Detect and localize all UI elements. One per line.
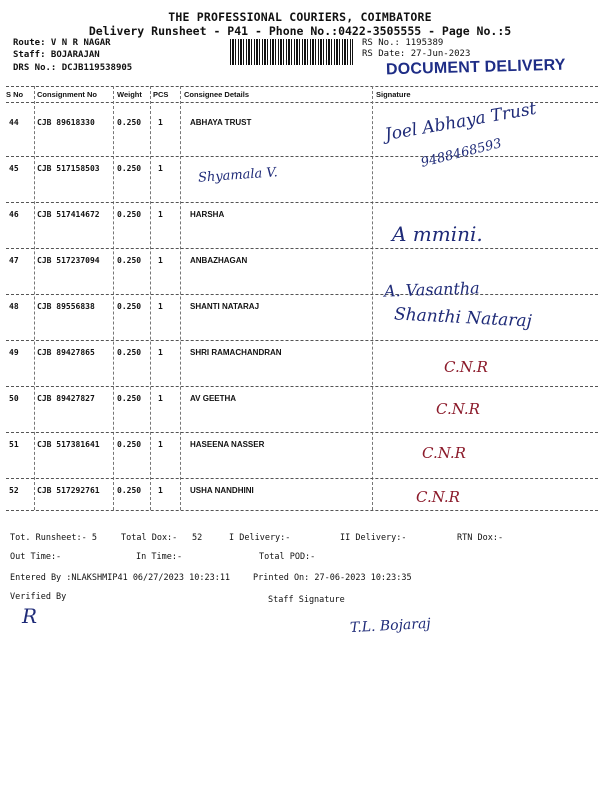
weight-cell: 0.250 — [117, 348, 142, 357]
signature-row-46: A mmini. — [392, 222, 483, 246]
cnr-mark-52: C.N.R — [416, 488, 460, 506]
weight-cell: 0.250 — [117, 394, 142, 403]
handwritten-name-45: Shyamala V. — [197, 165, 279, 186]
sno-cell: 49 — [9, 348, 19, 357]
consignment-cell: CJB 517158503 — [37, 164, 100, 173]
barcode — [230, 39, 353, 65]
consignment-cell: CJB 517414672 — [37, 210, 100, 219]
consignment-cell: CJB 517381641 — [37, 440, 100, 449]
consignee-cell: HARSHA — [190, 210, 225, 219]
sno-cell: 50 — [9, 394, 19, 403]
consignment-cell: CJB 89618330 — [37, 118, 95, 127]
col-divider — [150, 86, 151, 510]
weight-cell: 0.250 — [117, 256, 142, 265]
col-header-weight: Weight — [117, 90, 142, 99]
pcs-cell: 1 — [158, 164, 163, 173]
row-divider — [6, 156, 598, 157]
table-top-border — [6, 86, 598, 87]
consignment-cell: CJB 517292761 — [37, 486, 100, 495]
col-header-pcs: PCS — [153, 90, 169, 99]
col-divider — [180, 86, 181, 510]
sno-cell: 52 — [9, 486, 19, 495]
weight-cell: 0.250 — [117, 164, 142, 173]
pcs-cell: 1 — [158, 118, 163, 127]
signature-row-48: Shanthi Nataraj — [393, 304, 533, 332]
pcs-cell: 1 — [158, 210, 163, 219]
col-divider — [34, 86, 35, 510]
pcs-cell: 1 — [158, 348, 163, 357]
row-divider — [6, 202, 598, 203]
sno-cell: 44 — [9, 118, 19, 127]
i-delivery: I Delivery:- — [229, 533, 291, 543]
pcs-cell: 1 — [158, 486, 163, 495]
rs-date: RS Date: 27-Jun-2023 — [362, 49, 471, 59]
col-header-consignment: Consignment No — [37, 90, 97, 99]
cnr-mark-51: C.N.R — [422, 444, 466, 462]
row-divider — [6, 386, 598, 387]
pcs-cell: 1 — [158, 256, 163, 265]
in-time: In Time:- — [136, 552, 183, 562]
route-label: Route: V N R NAGAR — [13, 38, 111, 48]
consignee-cell: AV GEETHA — [190, 394, 237, 403]
signature-row-44: Joel Abhaya Trust — [383, 98, 538, 146]
col-divider — [113, 86, 114, 510]
consignee-cell: ANBAZHAGAN — [190, 256, 248, 265]
weight-cell: 0.250 — [117, 440, 142, 449]
signature-row-45: 9488468593 — [419, 136, 504, 171]
rs-number: RS No.: 1195389 — [362, 38, 444, 48]
ii-delivery: II Delivery:- — [340, 533, 407, 543]
consignment-cell: CJB 89427865 — [37, 348, 95, 357]
weight-cell: 0.250 — [117, 210, 142, 219]
cnr-mark-49: C.N.R — [444, 358, 488, 376]
rtn-dox: RTN Dox:- — [457, 533, 504, 543]
weight-cell: 0.250 — [117, 486, 142, 495]
row-divider — [6, 510, 598, 511]
sno-cell: 47 — [9, 256, 19, 265]
drs-number: DRS No.: DCJB119538905 — [13, 63, 133, 73]
col-header-consignee: Consignee Details — [184, 90, 250, 99]
consignee-cell: USHA NANDHINI — [190, 486, 254, 495]
consignment-cell: CJB 89427827 — [37, 394, 95, 403]
weight-cell: 0.250 — [117, 118, 142, 127]
consignee-cell: SHRI RAMACHANDRAN — [190, 348, 282, 357]
sno-cell: 46 — [9, 210, 19, 219]
total-pod: Total POD:- — [259, 552, 316, 562]
staff-label: Staff: BOJARAJAN — [13, 50, 100, 60]
signature-row-47: A. Vasantha — [383, 278, 480, 301]
row-divider — [6, 340, 598, 341]
entered-by: Entered By :NLAKSHMIP41 06/27/2023 10:23:11 — [10, 573, 231, 583]
row-divider — [6, 478, 598, 479]
consignee-cell: HASEENA NASSER — [190, 440, 265, 449]
row-divider — [6, 294, 598, 295]
consignee-cell: SHANTI NATARAJ — [190, 302, 260, 311]
sno-cell: 48 — [9, 302, 19, 311]
runsheet-subtitle: Delivery Runsheet - P41 - Phone No.:0422-3505555 - Page No.:5 — [88, 24, 512, 38]
staff-signature-label: Staff Signature — [268, 595, 345, 605]
verified-by: Verified By — [10, 592, 67, 602]
consignment-cell: CJB 517237094 — [37, 256, 100, 265]
total-dox-value: 52 — [192, 533, 203, 543]
out-time: Out Time:- — [10, 552, 62, 562]
company-title: THE PROFESSIONAL COURIERS, COIMBATORE — [168, 10, 432, 24]
consignment-cell: CJB 89556838 — [37, 302, 95, 311]
pcs-cell: 1 — [158, 302, 163, 311]
staff-signature: T.L. Bojaraj — [349, 615, 432, 637]
verified-initial: R — [22, 604, 38, 628]
col-header-sno: S No — [6, 90, 24, 99]
pcs-cell: 1 — [158, 440, 163, 449]
printed-on: Printed On: 27-06-2023 10:23:35 — [253, 573, 412, 583]
tot-runsheet: Tot. Runsheet:- 5 — [10, 533, 97, 543]
cnr-mark-50: C.N.R — [436, 400, 480, 418]
total-dox-label: Total Dox:- — [121, 533, 178, 543]
row-divider — [6, 432, 598, 433]
col-divider — [372, 86, 373, 510]
pcs-cell: 1 — [158, 394, 163, 403]
sno-cell: 51 — [9, 440, 19, 449]
col-header-signature: Signature — [376, 90, 411, 99]
document-delivery-stamp: DOCUMENT DELIVERY — [385, 56, 566, 79]
consignee-cell: ABHAYA TRUST — [190, 118, 252, 127]
sno-cell: 45 — [9, 164, 19, 173]
row-divider — [6, 248, 598, 249]
weight-cell: 0.250 — [117, 302, 142, 311]
